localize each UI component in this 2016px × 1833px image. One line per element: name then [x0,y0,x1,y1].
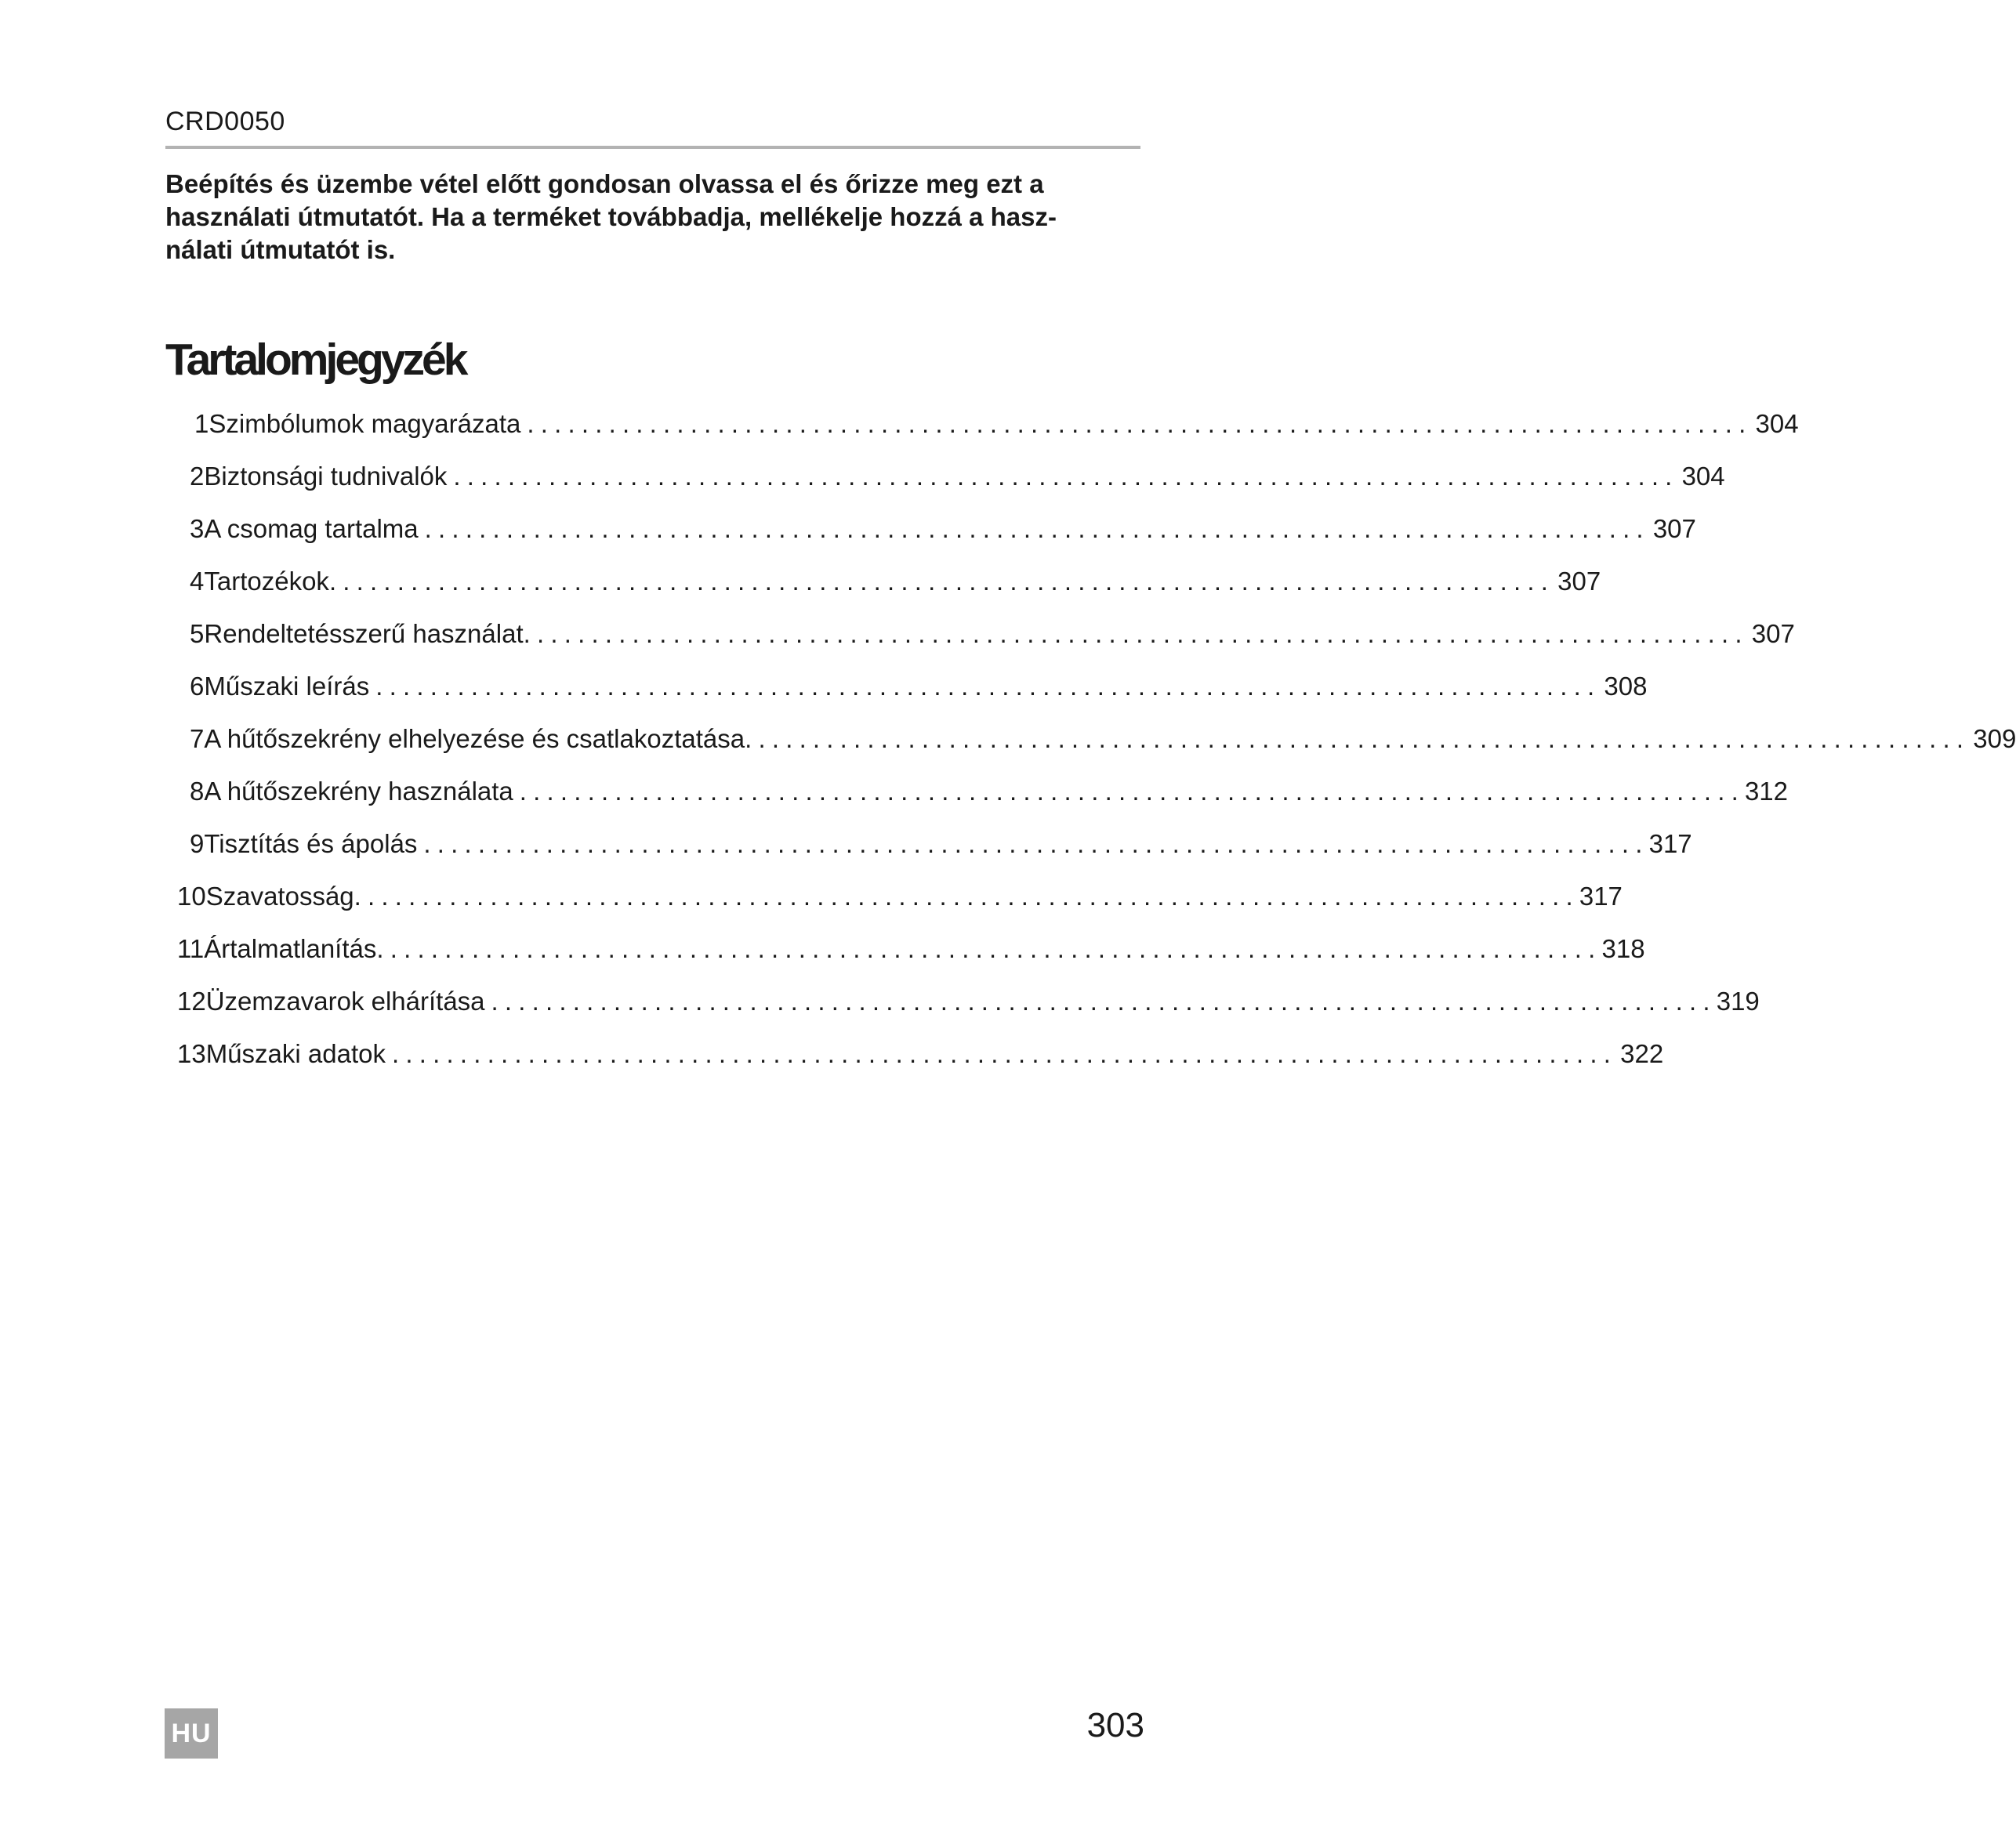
toc-entry-page: 322 [1620,1039,1664,1068]
toc-title: Tartalomjegyzék [165,335,466,385]
toc-entry[interactable] [177,458,1725,494]
toc-leader-dots: .......................................................................................... [376,934,1602,963]
toc-leader-dots: .......................................................................................... [375,672,1601,701]
toc-entry-page: 312 [1744,777,1789,806]
toc-entry-number: 11 [177,934,205,963]
toc-entry-page: 317 [1579,882,1623,911]
toc-entry-title: Műszaki adatok [205,1039,386,1068]
toc-entry-page: 318 [1601,934,1645,963]
toc-leader-dots: .......................................................................................... [745,724,1971,753]
toc-entry-title: Szimbólumok magyarázata [208,409,521,438]
toc-entry-page: 307 [1652,514,1696,543]
toc-entry[interactable] [177,1036,1664,1072]
toc-entry-page: 307 [1751,619,1795,648]
toc-entry-title: Biztonsági tudnivalók [204,462,448,491]
intro-line: Beépítés és üzembe vétel előtt gondosan olvassa el és őrizze meg ezt a [165,169,1044,198]
language-badge: HU [165,1708,218,1759]
toc-entry-number: 6 [190,672,205,701]
toc-entry-number: 10 [177,882,206,911]
page-number: 303 [1086,1706,1144,1744]
toc-entry-page: 307 [1557,567,1601,596]
toc-entry-title: A hűtőszekrény használata [204,777,513,806]
toc-entry-title: A csomag tartalma [204,514,419,543]
toc-entry-number: 7 [190,724,205,753]
toc-entry[interactable] [177,984,1760,1020]
document-code: CRD0050 [165,107,285,136]
toc-entry[interactable] [177,721,2016,757]
toc-entry-number: 8 [190,777,205,806]
intro-line: használati útmutatót. Ha a terméket továbbadja, mellékelje hozzá a hasz- [165,202,1057,231]
toc-entry-number: 9 [190,829,205,858]
toc-entry-title: Műszaki leírás [204,672,370,701]
toc-leader-dots: .......................................................................................... [354,882,1579,911]
toc-entry-number: 12 [177,987,206,1016]
toc-entry[interactable] [177,826,1692,862]
toc-entry-page: 319 [1716,987,1760,1016]
toc-leader-dots: .......................................................................................... [423,829,1649,858]
toc-entry-page: 309 [1973,724,2016,753]
toc-leader-dots: .......................................................................................... [328,567,1555,596]
toc-entry-title: Tisztítás és ápolás [204,829,418,858]
toc-entry-number: 13 [177,1039,206,1068]
toc-entry-page: 304 [1681,462,1725,491]
toc-entry[interactable] [177,773,1789,810]
toc-leader-dots: .......................................................................................... [523,619,1749,648]
toc-entry-page: 308 [1604,672,1648,701]
toc-entry-page: 317 [1648,829,1692,858]
toc-leader-dots: .......................................................................................... [392,1039,1618,1068]
toc-entry-page: 304 [1755,409,1799,438]
toc-leader-dots: .......................................................................................... [519,777,1745,806]
toc-entry-number: 5 [190,619,205,648]
toc-entry-number: 1 [194,409,209,438]
toc-leader-dots: .......................................................................................... [527,409,1753,438]
toc-entry[interactable] [177,616,1795,652]
toc-entry-number: 2 [190,462,205,491]
toc-entry-title: Szavatosság [205,882,354,911]
toc-entry-number: 3 [190,514,205,543]
toc-entry[interactable] [177,878,1623,915]
toc-entry-title: Rendeltetésszerű használat [204,619,524,648]
toc-leader-dots: .......................................................................................... [424,514,1650,543]
toc-entry[interactable] [177,931,1645,967]
toc-entry-number: 4 [190,567,205,596]
toc-entry[interactable] [177,511,1696,547]
toc-entry-title: A hűtőszekrény elhelyezése és csatlakoztatása [204,724,745,753]
toc-leader-dots: .......................................................................................... [491,987,1717,1016]
intro-line: nálati útmutatót is. [165,235,396,264]
toc-entry-title: Tartozékok [204,567,329,596]
toc-leader-dots: .......................................................................................... [453,462,1679,491]
toc-entry[interactable] [177,563,1601,600]
toc-entry-title: Üzemzavarok elhárítása [205,987,485,1016]
toc-entry[interactable] [177,406,1799,442]
toc-entry[interactable] [177,668,1648,705]
toc-entry-title: Ártalmatlanítás [204,934,377,963]
